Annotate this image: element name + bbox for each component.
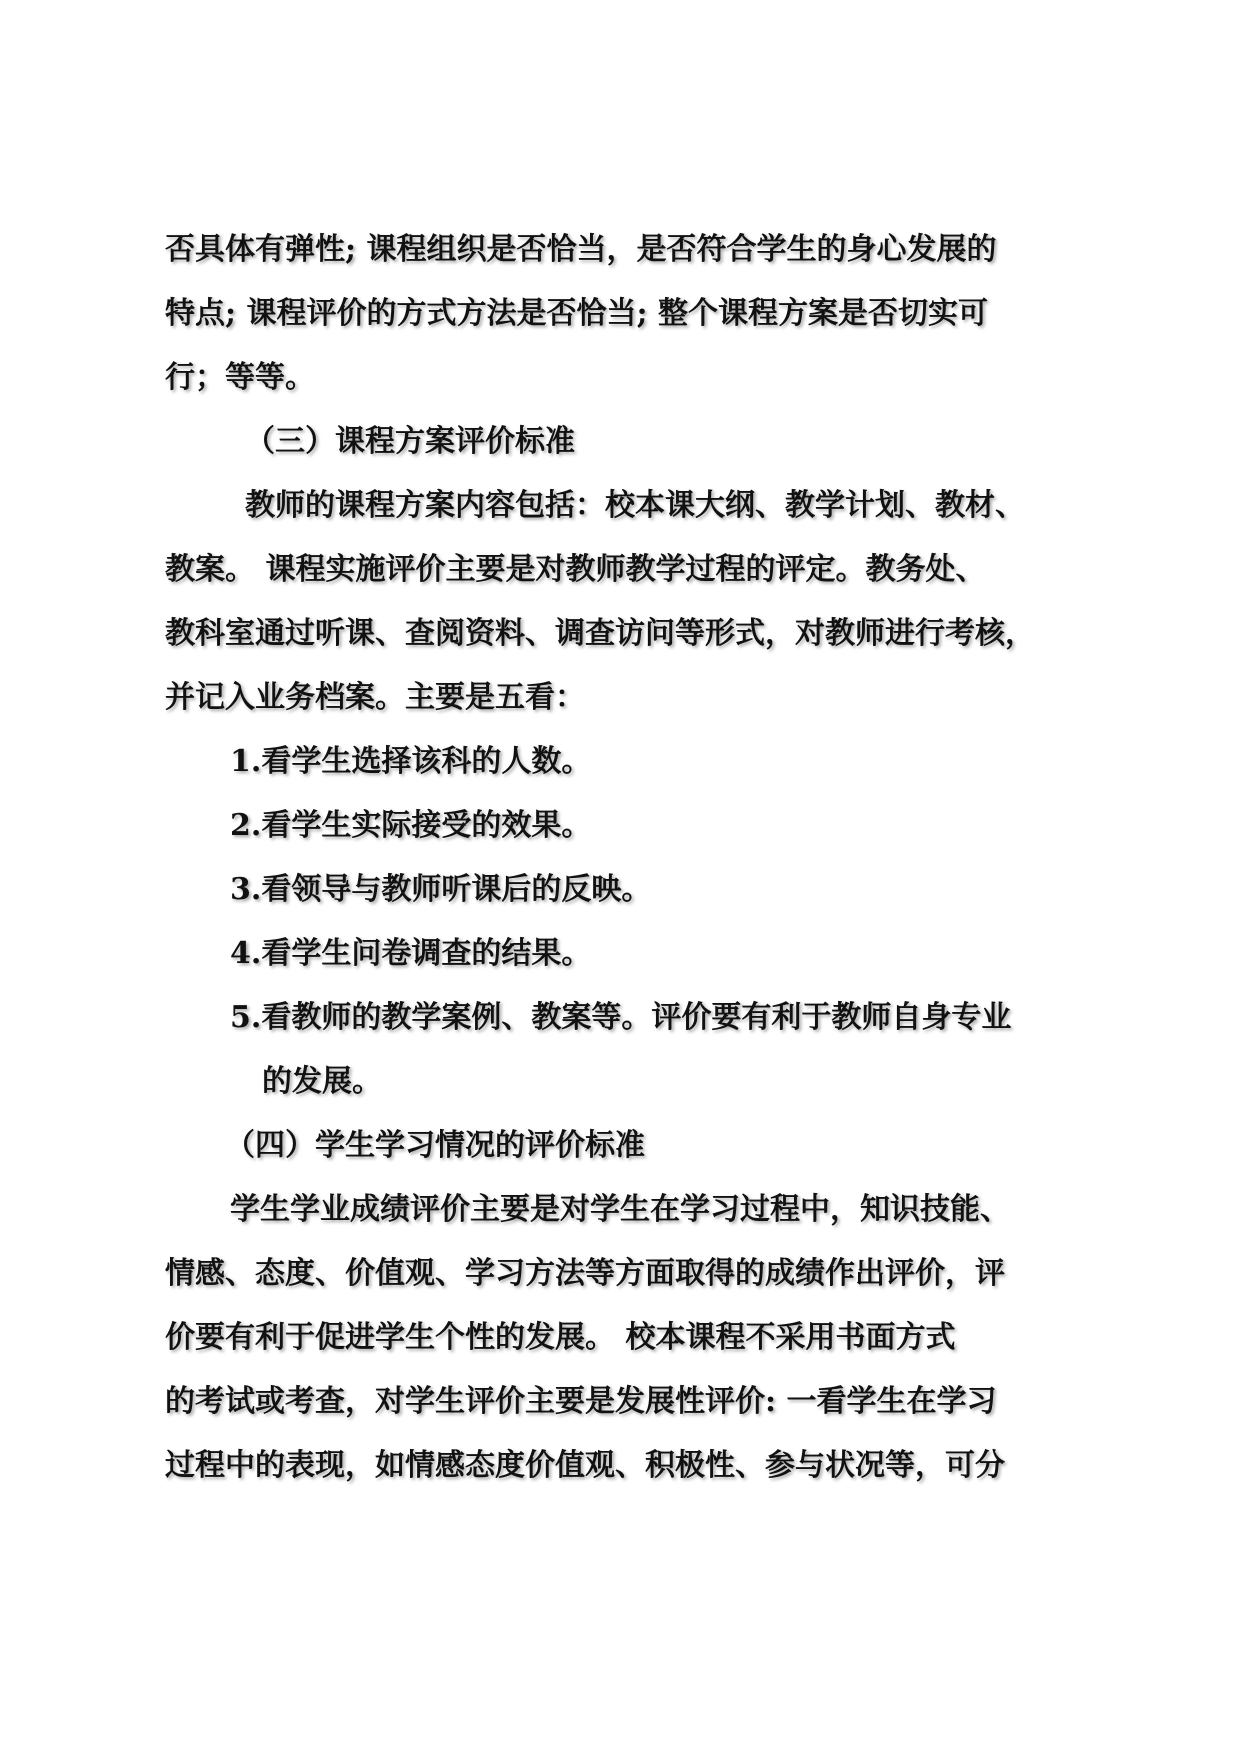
paragraph-line: 教案。 课程实施评价主要是对教师教学过程的评定。教务处、 xyxy=(165,552,986,587)
paragraph-line: 的考试或考查，对学生评价主要是发展性评价: 一看学生在学习 xyxy=(165,1384,997,1419)
paragraph-line: 过程中的表现，如情感态度价值观、积极性、参与状况等，可分 xyxy=(165,1448,1005,1483)
paragraph-line: 行；等等。 xyxy=(165,360,315,395)
paragraph-line: 特点; 课程评价的方式方法是否恰当; 整个课程方案是否切实可 xyxy=(165,296,989,331)
paragraph-line: 学生学业成绩评价主要是对学生在学习过程中，知识技能、 xyxy=(230,1192,1010,1227)
list-item-continuation: 的发展。 xyxy=(262,1064,382,1099)
paragraph-line: 价要有利于促进学生个性的发展。 校本课程不采用书面方式 xyxy=(165,1320,956,1355)
list-item: 5.看教师的教学案例、教案等。评价要有利于教师自身专业 xyxy=(230,1000,1012,1035)
paragraph-line: 教科室通过听课、查阅资料、调查访问等形式，对教师进行考核， xyxy=(165,616,1035,651)
list-item: 3.看领导与教师听课后的反映。 xyxy=(230,872,652,907)
list-item: 1.看学生选择该科的人数。 xyxy=(230,744,592,779)
list-item: 4.看学生问卷调查的结果。 xyxy=(230,936,592,971)
section-heading-4: （四）学生学习情况的评价标准 xyxy=(225,1128,645,1163)
paragraph-line: 情感、态度、价值观、学习方法等方面取得的成绩作出评价，评 xyxy=(165,1256,1005,1291)
section-heading-3: （三）课程方案评价标准 xyxy=(245,424,575,459)
paragraph-line: 教师的课程方案内容包括：校本课大纲、教学计划、教材、 xyxy=(245,488,1025,523)
paragraph-line: 并记入业务档案。主要是五看： xyxy=(165,680,585,715)
paragraph-line: 否具体有弹性; 课程组织是否恰当，是否符合学生的身心发展的 xyxy=(165,232,997,267)
list-item: 2.看学生实际接受的效果。 xyxy=(230,808,592,843)
